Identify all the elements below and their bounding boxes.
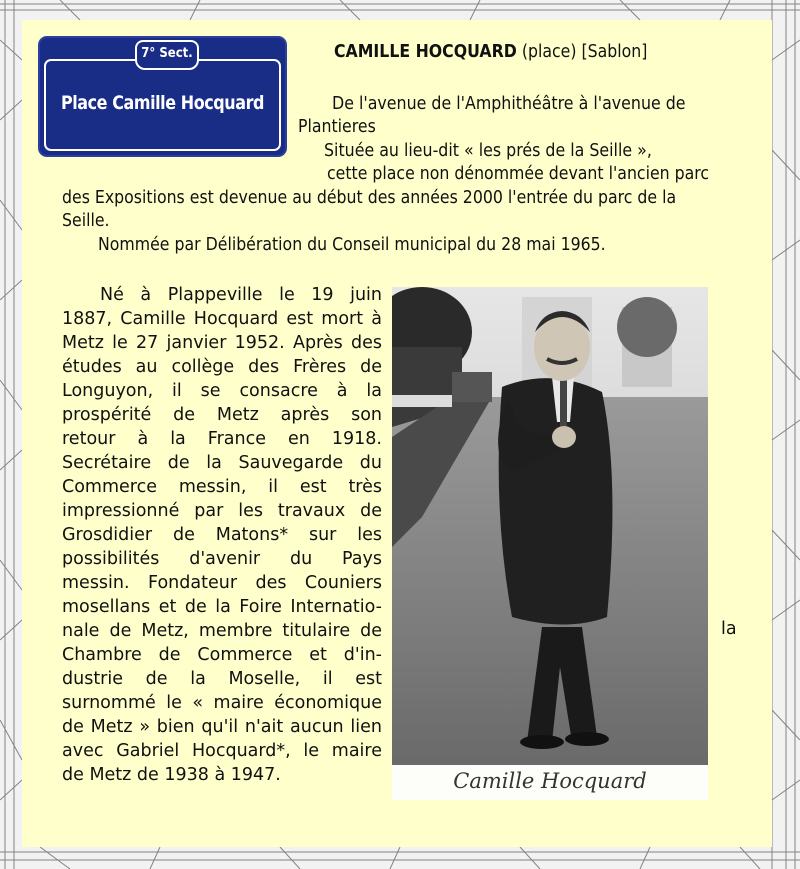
intro-line: De l'avenue de l'Amphithéâtre à l'avenue de [332, 94, 686, 114]
portrait-image [392, 287, 708, 765]
bio-line: dustrie de la Moselle, il est [62, 669, 382, 689]
bio-line: études au collège des Frères de [62, 357, 382, 377]
bio-line: Metz le 27 janvier 1952. Après des [62, 333, 382, 353]
bio-line: surnommé le « maire économique [62, 693, 382, 713]
street-sign [38, 36, 287, 157]
intro-line: cette place non dénommée devant l'ancien parc [327, 164, 710, 184]
bio-line: Né à Plappeville le 19 juin [100, 285, 382, 305]
intro-line: Située au lieu-dit « les prés de la Seille », [324, 141, 652, 161]
bio-line: de Metz de 1938 à 1947. [62, 765, 281, 785]
photo-caption: Camille Hocquard [453, 769, 647, 793]
bio-line: impressionné par les travaux de [62, 501, 382, 521]
street-name: CAMILLE HOCQUARD [334, 42, 517, 62]
bio-line: avec Gabriel Hocquard*, le maire [62, 741, 382, 761]
intro-line: Nommée par Délibération du Conseil municipal du 28 mai 1965. [98, 235, 606, 255]
bio-line: messin. Fondateur des Couniers [62, 573, 382, 593]
bio-line: Chambre de Commerce et d'in- [62, 645, 382, 665]
street-sign-section: 7° Sect. [135, 40, 199, 70]
page-title [334, 40, 647, 64]
intro-line: Seille. [62, 211, 110, 231]
bio-line: Longuyon, il se consacre à la [62, 381, 382, 401]
intro-line: Plantieres [298, 117, 376, 137]
bio-line: retour à la France en 1918. [62, 429, 382, 449]
intro-line: des Expositions est devenue au début des années 2000 l'entrée du parc de la [62, 188, 677, 208]
orphan-word: la [721, 619, 737, 639]
bio-line: Commerce messin, il est très [62, 477, 382, 497]
street-qualifier: (place) [Sablon] [516, 42, 648, 62]
bio-line: de Metz » bien qu'il n'ait aucun lien [62, 717, 382, 737]
bio-line: 1887, Camille Hocquard est mort à [62, 309, 382, 329]
bio-line: Secrétaire de la Sauvegarde du [62, 453, 382, 473]
bio-line: nale de Metz, membre titulaire de [62, 621, 382, 641]
bio-line: prospérité de Metz après son [62, 405, 382, 425]
street-sign-name: Place Camille Hocquard [60, 92, 265, 114]
bio-line: mosellans et de la Foire Internatio- [62, 597, 382, 617]
bio-line: Grosdidier de Matons* sur les [62, 525, 382, 545]
bio-line: possibilités d'avenir du Pays [62, 549, 382, 569]
portrait-photo [392, 287, 708, 800]
